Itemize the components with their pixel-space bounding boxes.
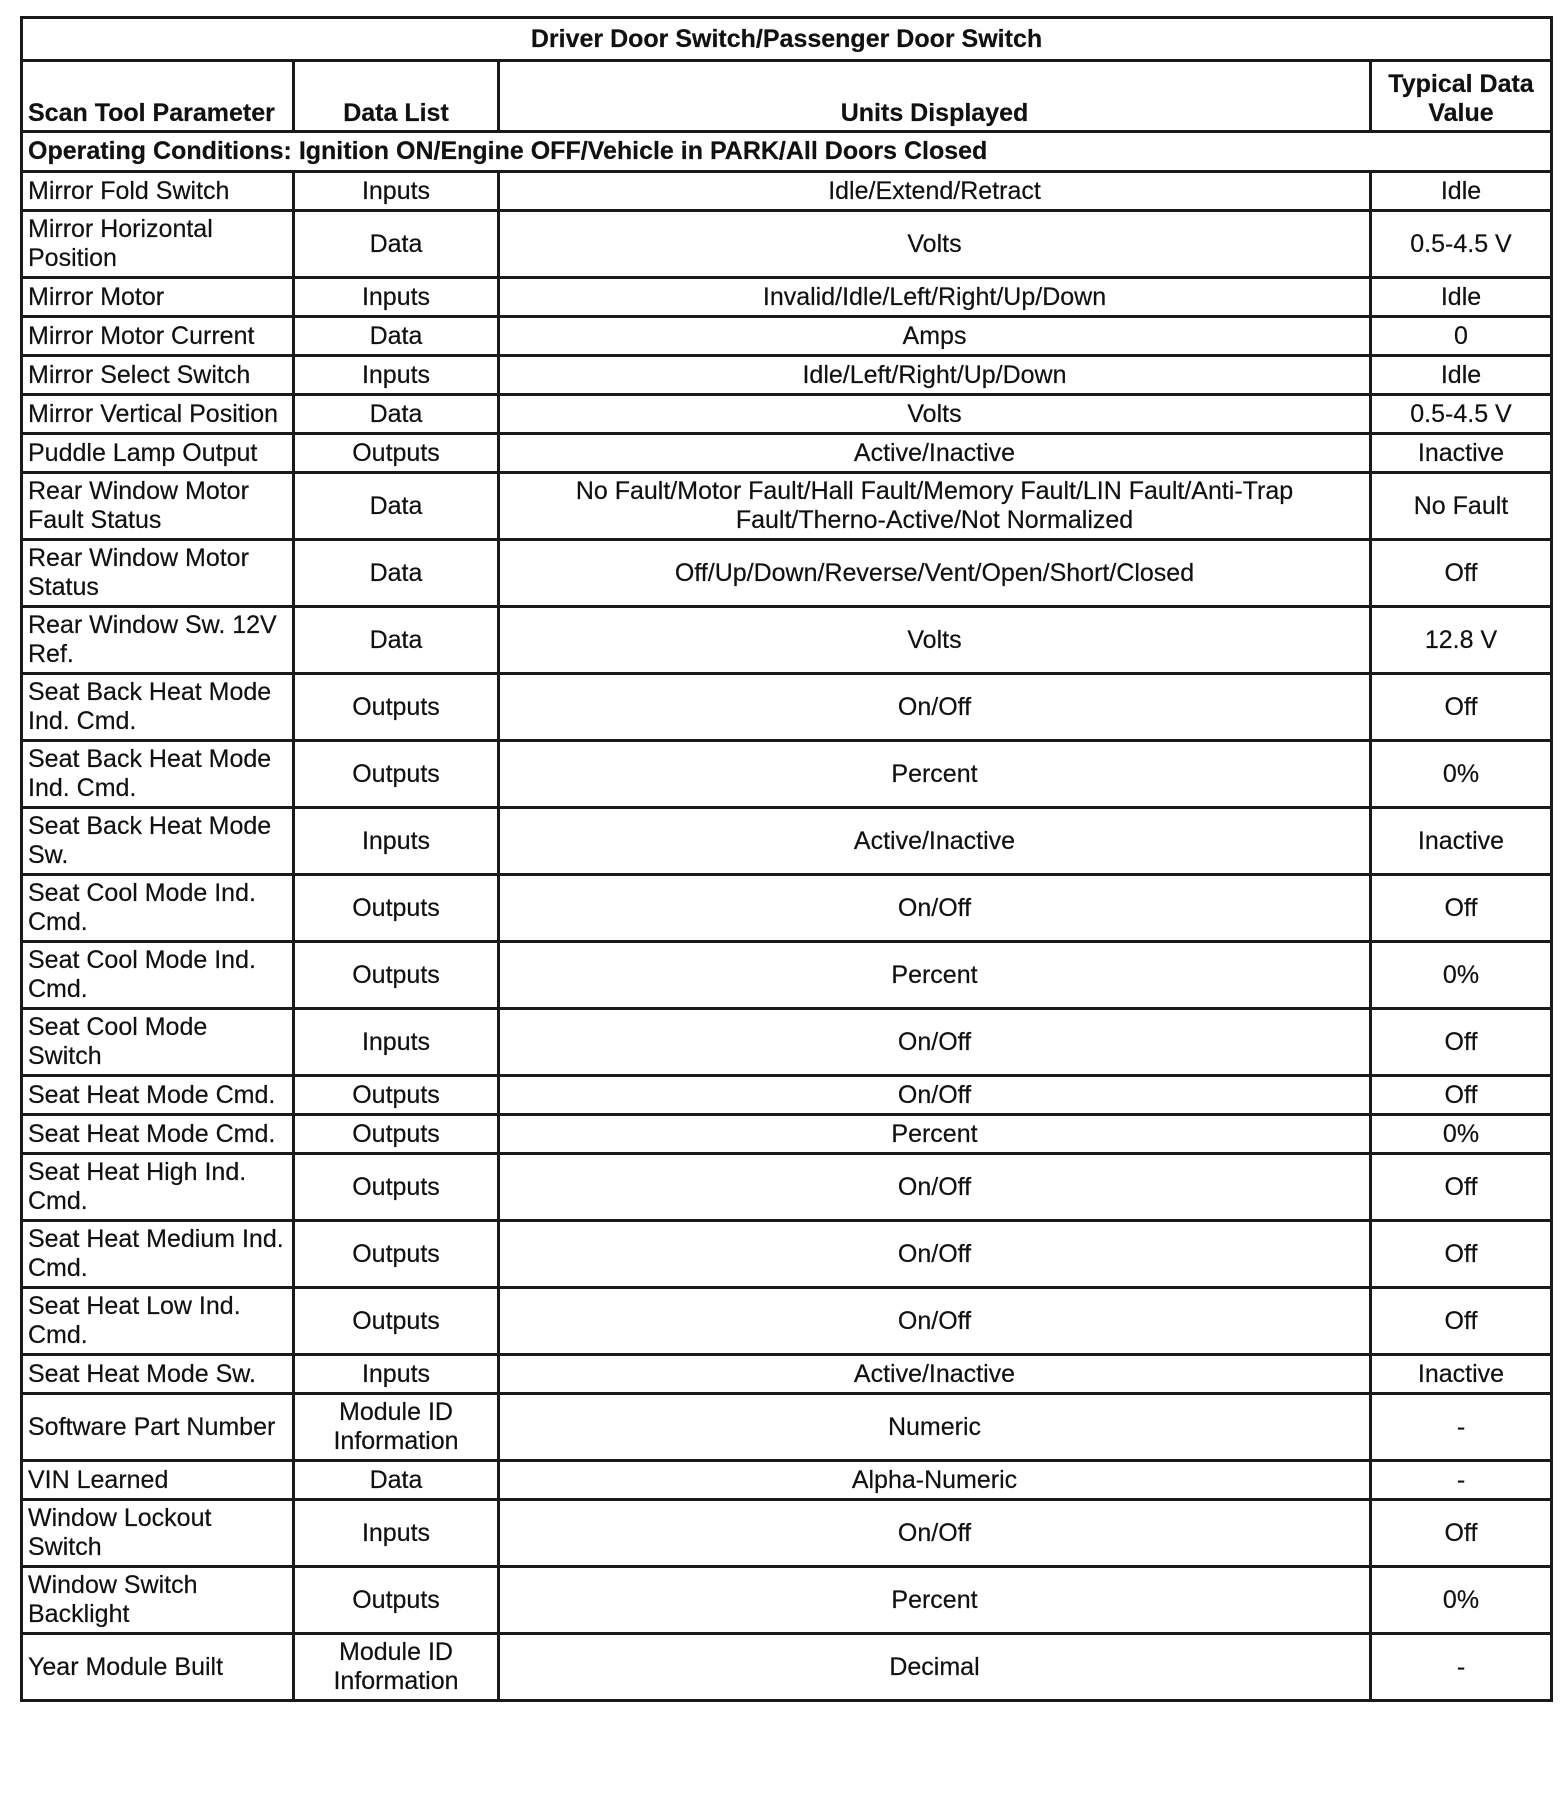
table-row bbox=[22, 317, 1552, 356]
cell-data-list-line: Information bbox=[333, 1667, 459, 1695]
cell-parameter-line: Sw. bbox=[28, 841, 69, 869]
cell-data-list bbox=[294, 875, 499, 942]
table-row bbox=[22, 172, 1552, 211]
scan-tool-data-table bbox=[20, 16, 1553, 1702]
cell-data-list bbox=[294, 1288, 499, 1355]
cell-parameter-line: Ref. bbox=[28, 640, 74, 668]
cell-parameter-line: Seat Heat Medium Ind. bbox=[28, 1225, 284, 1253]
cell-parameter-line: Cmd. bbox=[28, 1187, 88, 1215]
table-row bbox=[22, 1154, 1552, 1221]
cell-data-list-line: Data bbox=[369, 558, 423, 587]
cell-units bbox=[499, 172, 1371, 211]
cell-parameter bbox=[22, 1154, 294, 1221]
table-row bbox=[22, 1221, 1552, 1288]
cell-parameter bbox=[22, 278, 294, 317]
cell-data-list-line: Outputs bbox=[352, 692, 440, 721]
cell-parameter-line: Seat Cool Mode Ind. bbox=[28, 946, 256, 974]
cell-data-list bbox=[294, 607, 499, 674]
cell-data-list bbox=[294, 1355, 499, 1394]
table-row bbox=[22, 1115, 1552, 1154]
cell-parameter-line: Seat Back Heat Mode bbox=[28, 812, 272, 840]
cell-parameter-line: Mirror Select Switch bbox=[28, 360, 251, 389]
cell-data-list-line: Inputs bbox=[361, 176, 431, 205]
cell-data-list-line: Information bbox=[333, 1427, 459, 1455]
table-row bbox=[22, 741, 1552, 808]
cell-data-list bbox=[294, 356, 499, 395]
cell-parameter-line: Seat Heat Low Ind. bbox=[28, 1292, 241, 1320]
cell-data-list-line: Outputs bbox=[352, 759, 440, 788]
table-row bbox=[22, 1288, 1552, 1355]
cell-units bbox=[499, 1394, 1371, 1461]
cell-units bbox=[499, 808, 1371, 875]
table-row bbox=[22, 607, 1552, 674]
cell-typical-value: Idle bbox=[1371, 278, 1552, 317]
cell-parameter-line: Rear Window Sw. 12V bbox=[28, 611, 277, 639]
cell-typical-value: Inactive bbox=[1371, 434, 1552, 473]
cell-parameter bbox=[22, 1567, 294, 1634]
table-row bbox=[22, 1461, 1552, 1500]
cell-parameter-line: Ind. Cmd. bbox=[28, 774, 137, 802]
cell-parameter-line: Mirror Vertical Position bbox=[28, 399, 279, 428]
cell-typical-value: Off bbox=[1371, 540, 1552, 607]
header-units-displayed: Units Displayed bbox=[499, 61, 1371, 132]
cell-parameter-line: Rear Window Motor bbox=[28, 544, 249, 572]
cell-parameter bbox=[22, 395, 294, 434]
cell-typical-value: Off bbox=[1371, 1009, 1552, 1076]
cell-data-list-line: Outputs bbox=[352, 1306, 440, 1335]
cell-units-line: Off/Up/Down/Reverse/Vent/Open/Short/Closed bbox=[674, 558, 1195, 587]
cell-data-list bbox=[294, 1009, 499, 1076]
cell-units bbox=[499, 395, 1371, 434]
cell-typical-value: No Fault bbox=[1371, 473, 1552, 540]
cell-parameter-line: Seat Heat Mode Sw. bbox=[28, 1359, 256, 1388]
cell-data-list bbox=[294, 1115, 499, 1154]
header-scan-tool-parameter: Scan Tool Parameter bbox=[22, 61, 294, 132]
cell-units-line: On/Off bbox=[897, 1239, 972, 1268]
cell-units-line: On/Off bbox=[897, 1518, 972, 1547]
cell-parameter bbox=[22, 741, 294, 808]
cell-units bbox=[499, 1076, 1371, 1115]
cell-parameter bbox=[22, 607, 294, 674]
cell-data-list bbox=[294, 1154, 499, 1221]
table-row bbox=[22, 395, 1552, 434]
cell-units bbox=[499, 317, 1371, 356]
cell-parameter-line: Mirror Horizontal bbox=[28, 215, 213, 243]
cell-units bbox=[499, 875, 1371, 942]
header-typical-line2: Value bbox=[1428, 99, 1494, 127]
cell-units bbox=[499, 1009, 1371, 1076]
cell-units-line: Invalid/Idle/Left/Right/Up/Down bbox=[762, 282, 1107, 311]
cell-data-list-line: Outputs bbox=[352, 1172, 440, 1201]
cell-parameter bbox=[22, 1461, 294, 1500]
cell-data-list-line: Module ID bbox=[339, 1398, 453, 1426]
table-row bbox=[22, 211, 1552, 278]
table-row bbox=[22, 1394, 1552, 1461]
cell-parameter-line: Puddle Lamp Output bbox=[28, 438, 258, 467]
cell-units bbox=[499, 473, 1371, 540]
cell-parameter-line: Rear Window Motor bbox=[28, 477, 249, 505]
cell-units-line: Numeric bbox=[887, 1412, 982, 1441]
cell-parameter bbox=[22, 875, 294, 942]
cell-parameter-line: Cmd. bbox=[28, 975, 88, 1003]
cell-parameter-line: Software Part Number bbox=[28, 1412, 276, 1441]
cell-parameter-line: Backlight bbox=[28, 1600, 130, 1628]
cell-typical-value: Off bbox=[1371, 875, 1552, 942]
operating-conditions: Operating Conditions: Ignition ON/Engine OFF/Vehicle in PARK/All Doors Closed bbox=[22, 132, 1552, 172]
cell-parameter-line: Mirror Motor Current bbox=[28, 321, 255, 350]
cell-parameter bbox=[22, 473, 294, 540]
cell-units-line: Alpha-Numeric bbox=[851, 1465, 1018, 1494]
cell-units-line: No Fault/Motor Fault/Hall Fault/Memory Fault/LIN Fault/Anti-Trap bbox=[575, 477, 1294, 505]
cell-units-line: On/Off bbox=[897, 1080, 972, 1109]
cell-data-list-line: Data bbox=[369, 491, 423, 520]
cell-units-line: Active/Inactive bbox=[853, 826, 1016, 855]
cell-units bbox=[499, 1221, 1371, 1288]
table-row bbox=[22, 1076, 1552, 1115]
table-row bbox=[22, 1355, 1552, 1394]
table-row bbox=[22, 942, 1552, 1009]
cell-data-list bbox=[294, 172, 499, 211]
cell-parameter bbox=[22, 172, 294, 211]
cell-parameter-line: Seat Back Heat Mode bbox=[28, 745, 272, 773]
cell-units bbox=[499, 1115, 1371, 1154]
cell-data-list-line: Inputs bbox=[361, 1359, 431, 1388]
cell-parameter-line: Seat Back Heat Mode bbox=[28, 678, 272, 706]
cell-parameter-line: Seat Cool Mode bbox=[28, 1013, 208, 1041]
cell-data-list bbox=[294, 741, 499, 808]
cell-typical-value: 0% bbox=[1371, 1567, 1552, 1634]
table-row bbox=[22, 875, 1552, 942]
cell-data-list bbox=[294, 1076, 499, 1115]
cell-data-list-line: Inputs bbox=[361, 1518, 431, 1547]
cell-parameter-line: Seat Cool Mode Ind. bbox=[28, 879, 256, 907]
cell-typical-value: - bbox=[1371, 1394, 1552, 1461]
cell-parameter-line: Mirror Fold Switch bbox=[28, 176, 230, 205]
cell-data-list-line: Outputs bbox=[352, 1080, 440, 1109]
cell-data-list bbox=[294, 278, 499, 317]
cell-parameter bbox=[22, 1355, 294, 1394]
cell-parameter-line: Seat Heat Mode Cmd. bbox=[28, 1119, 276, 1148]
cell-units-line: On/Off bbox=[897, 692, 972, 721]
cell-parameter-line: VIN Learned bbox=[28, 1465, 169, 1494]
cell-data-list-line: Inputs bbox=[361, 360, 431, 389]
cell-data-list bbox=[294, 211, 499, 278]
cell-units-line: Active/Inactive bbox=[853, 1359, 1016, 1388]
table-body bbox=[22, 172, 1552, 1701]
cell-parameter-line: Switch bbox=[28, 1533, 102, 1561]
cell-data-list-line: Inputs bbox=[361, 826, 431, 855]
cell-typical-value: Idle bbox=[1371, 172, 1552, 211]
cell-parameter bbox=[22, 317, 294, 356]
cell-parameter bbox=[22, 1500, 294, 1567]
cell-data-list-line: Outputs bbox=[352, 438, 440, 467]
cell-units bbox=[499, 1355, 1371, 1394]
cell-data-list bbox=[294, 473, 499, 540]
cell-units-line: Volts bbox=[907, 625, 962, 654]
cell-units-line: Percent bbox=[891, 960, 978, 989]
cell-data-list bbox=[294, 317, 499, 356]
cell-units-line: Idle/Extend/Retract bbox=[828, 176, 1041, 205]
cell-parameter bbox=[22, 1288, 294, 1355]
cell-data-list bbox=[294, 1461, 499, 1500]
cell-data-list bbox=[294, 434, 499, 473]
cell-data-list-line: Outputs bbox=[352, 1585, 440, 1614]
cell-units bbox=[499, 540, 1371, 607]
cell-units bbox=[499, 211, 1371, 278]
cell-parameter bbox=[22, 211, 294, 278]
cell-units-line: Fault/Therno-Active/Not Normalized bbox=[735, 506, 1134, 534]
cell-data-list-line: Data bbox=[369, 1465, 423, 1494]
cell-typical-value: Inactive bbox=[1371, 1355, 1552, 1394]
header-typical-line1: Typical Data bbox=[1388, 70, 1534, 98]
cell-units bbox=[499, 1567, 1371, 1634]
cell-parameter bbox=[22, 1634, 294, 1701]
table-row bbox=[22, 808, 1552, 875]
cell-parameter-line: Cmd. bbox=[28, 908, 88, 936]
cell-units bbox=[499, 278, 1371, 317]
cell-data-list-line: Data bbox=[369, 229, 423, 258]
cell-typical-value: 0% bbox=[1371, 741, 1552, 808]
cell-data-list bbox=[294, 1500, 499, 1567]
cell-parameter bbox=[22, 942, 294, 1009]
cell-parameter-line: Year Module Built bbox=[28, 1652, 224, 1681]
cell-parameter bbox=[22, 540, 294, 607]
cell-typical-value: 0.5-4.5 V bbox=[1371, 395, 1552, 434]
cell-units bbox=[499, 1500, 1371, 1567]
cell-units-line: Amps bbox=[902, 321, 967, 350]
table-row bbox=[22, 540, 1552, 607]
table-row bbox=[22, 1009, 1552, 1076]
cell-units bbox=[499, 674, 1371, 741]
cell-data-list-line: Data bbox=[369, 321, 423, 350]
table-row bbox=[22, 1500, 1552, 1567]
header-data-list: Data List bbox=[294, 61, 499, 132]
table-row bbox=[22, 473, 1552, 540]
cell-parameter bbox=[22, 1009, 294, 1076]
cell-data-list bbox=[294, 1567, 499, 1634]
cell-data-list bbox=[294, 1634, 499, 1701]
cell-typical-value: Inactive bbox=[1371, 808, 1552, 875]
cell-parameter-line: Cmd. bbox=[28, 1321, 88, 1349]
cell-typical-value: Idle bbox=[1371, 356, 1552, 395]
cell-data-list bbox=[294, 674, 499, 741]
cell-units bbox=[499, 1461, 1371, 1500]
cell-parameter-line: Seat Heat High Ind. bbox=[28, 1158, 247, 1186]
cell-data-list-line: Outputs bbox=[352, 960, 440, 989]
cell-data-list-line: Data bbox=[369, 625, 423, 654]
cell-units-line: Volts bbox=[907, 229, 962, 258]
cell-units-line: Volts bbox=[907, 399, 962, 428]
cell-typical-value: 0% bbox=[1371, 1115, 1552, 1154]
cell-units-line: Decimal bbox=[889, 1652, 980, 1681]
cell-data-list-line: Inputs bbox=[361, 282, 431, 311]
cell-data-list-line: Outputs bbox=[352, 1239, 440, 1268]
table-title: Driver Door Switch/Passenger Door Switch bbox=[22, 18, 1552, 61]
table-row bbox=[22, 1634, 1552, 1701]
table-row bbox=[22, 278, 1552, 317]
cell-parameter-line: Switch bbox=[28, 1042, 102, 1070]
cell-units bbox=[499, 1634, 1371, 1701]
cell-parameter-line: Window Lockout bbox=[28, 1504, 212, 1532]
cell-units bbox=[499, 942, 1371, 1009]
cell-typical-value: Off bbox=[1371, 1221, 1552, 1288]
cell-units-line: On/Off bbox=[897, 1172, 972, 1201]
cell-parameter bbox=[22, 356, 294, 395]
cell-units bbox=[499, 356, 1371, 395]
cell-units bbox=[499, 1154, 1371, 1221]
cell-units-line: Percent bbox=[891, 759, 978, 788]
cell-data-list bbox=[294, 1394, 499, 1461]
cell-data-list-line: Data bbox=[369, 399, 423, 428]
cell-units-line: On/Off bbox=[897, 1306, 972, 1335]
cell-data-list bbox=[294, 808, 499, 875]
cell-parameter bbox=[22, 1076, 294, 1115]
cell-parameter-line: Mirror Motor bbox=[28, 282, 165, 311]
cell-data-list-line: Inputs bbox=[361, 1027, 431, 1056]
cell-units-line: Active/Inactive bbox=[853, 438, 1016, 467]
cell-data-list-line: Module ID bbox=[339, 1638, 453, 1666]
cell-typical-value: 0% bbox=[1371, 942, 1552, 1009]
table-row bbox=[22, 674, 1552, 741]
cell-data-list bbox=[294, 395, 499, 434]
cell-parameter bbox=[22, 674, 294, 741]
cell-parameter bbox=[22, 1394, 294, 1461]
cell-units bbox=[499, 434, 1371, 473]
cell-parameter-line: Seat Heat Mode Cmd. bbox=[28, 1080, 276, 1109]
cell-parameter-line: Ind. Cmd. bbox=[28, 707, 137, 735]
cell-typical-value: Off bbox=[1371, 1500, 1552, 1567]
cell-data-list-line: Outputs bbox=[352, 893, 440, 922]
cell-parameter-line: Window Switch bbox=[28, 1571, 198, 1599]
cell-data-list bbox=[294, 540, 499, 607]
cell-units bbox=[499, 741, 1371, 808]
cell-typical-value: 0.5-4.5 V bbox=[1371, 211, 1552, 278]
header-typical-data-value bbox=[1371, 61, 1552, 132]
cell-parameter bbox=[22, 808, 294, 875]
cell-typical-value: - bbox=[1371, 1461, 1552, 1500]
cell-typical-value: Off bbox=[1371, 674, 1552, 741]
cell-units-line: On/Off bbox=[897, 1027, 972, 1056]
cell-units-line: Percent bbox=[891, 1119, 978, 1148]
table-row bbox=[22, 1567, 1552, 1634]
cell-units bbox=[499, 607, 1371, 674]
cell-typical-value: Off bbox=[1371, 1154, 1552, 1221]
cell-data-list bbox=[294, 942, 499, 1009]
cell-units-line: On/Off bbox=[897, 893, 972, 922]
cell-units-line: Percent bbox=[891, 1585, 978, 1614]
cell-typical-value: - bbox=[1371, 1634, 1552, 1701]
cell-parameter bbox=[22, 1221, 294, 1288]
data-table-sheet bbox=[20, 16, 1550, 1702]
cell-typical-value: 12.8 V bbox=[1371, 607, 1552, 674]
table-row bbox=[22, 434, 1552, 473]
cell-parameter-line: Cmd. bbox=[28, 1254, 88, 1282]
cell-typical-value: Off bbox=[1371, 1076, 1552, 1115]
cell-parameter-line: Fault Status bbox=[28, 506, 162, 534]
cell-typical-value: 0 bbox=[1371, 317, 1552, 356]
cell-parameter bbox=[22, 1115, 294, 1154]
cell-data-list-line: Outputs bbox=[352, 1119, 440, 1148]
cell-units-line: Idle/Left/Right/Up/Down bbox=[802, 360, 1067, 389]
cell-typical-value: Off bbox=[1371, 1288, 1552, 1355]
cell-parameter-line: Status bbox=[28, 573, 99, 601]
cell-parameter bbox=[22, 434, 294, 473]
cell-data-list bbox=[294, 1221, 499, 1288]
table-row bbox=[22, 356, 1552, 395]
cell-parameter-line: Position bbox=[28, 244, 117, 272]
cell-units bbox=[499, 1288, 1371, 1355]
